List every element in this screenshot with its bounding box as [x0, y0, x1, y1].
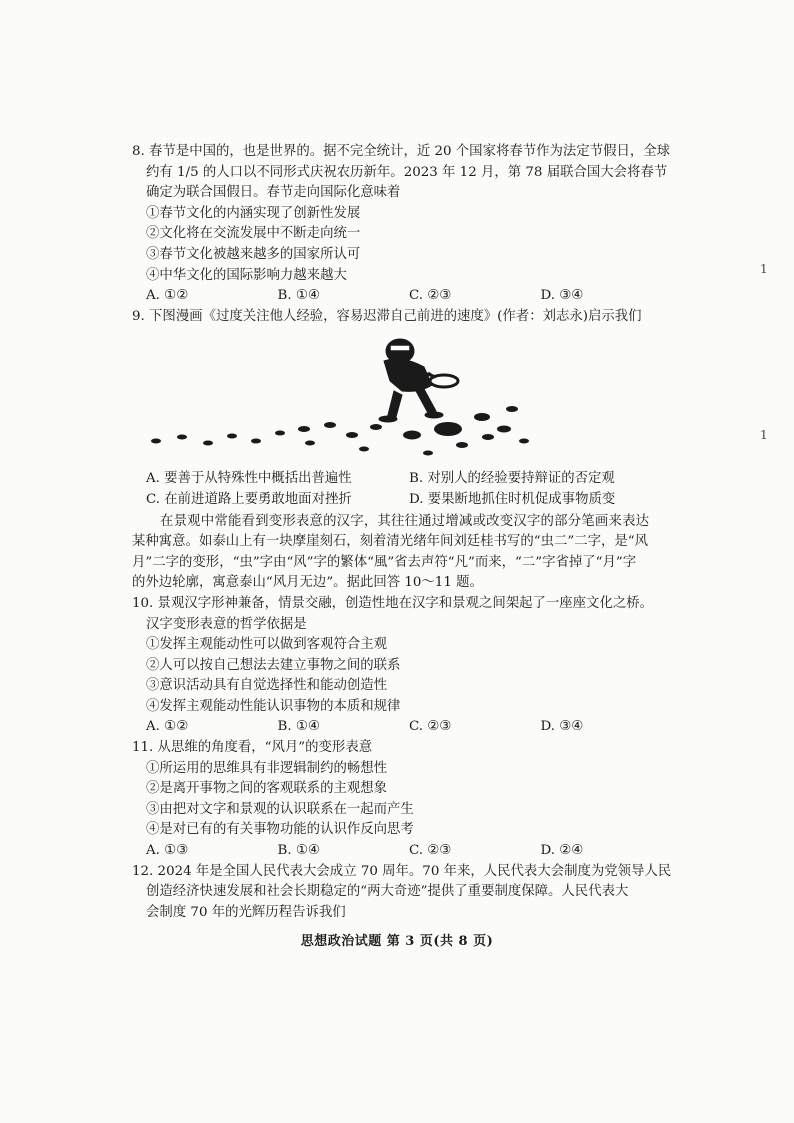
magnifier-icon	[428, 373, 458, 387]
q8-stem-line: 确定为联合国假日。春节走向国际化意味着	[146, 185, 401, 201]
question-11	[132, 738, 672, 862]
page-content	[132, 142, 672, 923]
q10-choice-a: A. ①②	[146, 719, 189, 735]
q8-choice-c: C. ②③	[409, 288, 452, 304]
q10-choices	[132, 717, 672, 738]
q11-choice-c: C. ②③	[409, 843, 452, 859]
cartoon-illustration	[132, 333, 672, 463]
man-figure	[379, 339, 443, 422]
q11-choice-d: D. ②④	[540, 843, 584, 859]
q12-stem-line: 创造经济快速发展和社会长期稳定的“两大奇迹”提供了重要制度保障。人民代表大	[146, 884, 629, 900]
q8-item: ④中华文化的国际影响力越来越大	[146, 267, 347, 283]
footprints	[151, 406, 529, 456]
q8-choice-b: B. ①④	[277, 288, 320, 304]
q10-stem-line: 汉字变形表意的哲学依据是	[146, 616, 307, 632]
q9-choices-row1	[132, 469, 672, 490]
q11-choices	[132, 841, 672, 862]
question-8	[132, 142, 672, 307]
q10-choice-c: C. ②③	[409, 719, 452, 735]
q8-item: ①春节文化的内涵实现了创新性发展	[146, 205, 361, 221]
q8-item: ③春节文化被越来越多的国家所认可	[146, 246, 361, 262]
q10-item: ④发挥主观能动性能认识事物的本质和规律	[146, 698, 401, 714]
q11-item: ③由把对文字和景观的认识联系在一起而产生	[146, 801, 414, 817]
q10-item: ②人可以按自己想法去建立事物之间的联系	[146, 657, 401, 673]
question-12	[132, 862, 672, 924]
cartoon-image	[132, 333, 672, 463]
q11-item: ④是对已有的有关事物功能的认识作反向思考	[146, 822, 414, 838]
q9-choice-a: A. 要善于从特殊性中概括出普遍性	[146, 471, 352, 487]
q11-item: ①所运用的思维具有非逻辑制约的畅想性	[146, 760, 388, 776]
q11-item: ②是离开事物之间的客观联系的主观想象	[146, 781, 388, 797]
q9-choice-c: C. 在前进道路上要勇敢地面对挫折	[146, 491, 352, 507]
question-10	[132, 594, 672, 738]
q11-choice-b: B. ①④	[277, 843, 320, 859]
q12-stem-line: 会制度 70 年的光辉历程告诉我们	[146, 904, 346, 920]
q10-item: ③意识活动具有自觉选择性和能动创造性	[146, 678, 388, 694]
q11-choice-a: A. ①③	[146, 843, 189, 859]
q10-stem-line: 10. 景观汉字形神兼备，情景交融，创造性地在汉字和景观之间架起了一座座文化之桥。	[132, 595, 654, 611]
q9-choice-b: B. 对别人的经验要持辩证的否定观	[409, 471, 615, 487]
q10-choice-b: B. ①④	[277, 719, 320, 735]
q8-choices	[132, 286, 672, 307]
passage-line: 在景观中常能看到变形表意的汉字，其往往通过增减或改变汉字的部分笔画来表达	[160, 513, 650, 529]
q9-stem: 9. 下图漫画《过度关注他人经验，容易迟滞自己前进的速度》(作者：刘志永)启示我们	[132, 308, 642, 324]
q8-stem-line: 8. 春节是中国的，也是世界的。据不完全统计，近 20 个国家将春节作为法定节假日，全球	[132, 144, 671, 159]
q9-choices-row2	[132, 490, 672, 511]
page-footer: 思想政治试题 第 3 页(共 8 页)	[300, 934, 494, 949]
edge-mark: 1	[760, 428, 768, 442]
passage-line: 月”二字的变形，“虫”字由“风”字的繁体“風”省去声符“凡”而来，“二”字省掉了“月”字	[132, 554, 637, 570]
q10-choice-d: D. ③④	[540, 719, 584, 735]
q8-stem-line: 约有 1/5 的人口以不同形式庆祝农历新年。2023 年 12 月，第 78 届联合国大会将春节	[146, 164, 668, 180]
q8-item: ②文化将在交流发展中不断走向统一	[146, 226, 361, 242]
q9-choice-d: D. 要果断地抓住时机促成事物质变	[409, 491, 616, 507]
q11-stem: 11. 从思维的角度看，“风月”的变形表意	[132, 740, 373, 756]
passage-line: 某种寓意。如泰山上有一块摩崖刻石，刻着清光绪年间刘廷桂书写的“虫二”二字，是“风	[132, 534, 648, 550]
q8-choice-d: D. ③④	[540, 288, 584, 304]
q12-stem-line: 12. 2024 年是全国人民代表大会成立 70 周年。70 年来，人民代表大会制度为党领导人民	[132, 863, 672, 879]
reading-passage	[132, 512, 672, 594]
q8-choice-a: A. ①②	[146, 288, 189, 304]
question-9	[132, 307, 672, 511]
edge-mark: 1	[760, 262, 768, 276]
q10-item: ①发挥主观能动性可以做到客观符合主观	[146, 637, 388, 653]
passage-line: 的外边轮廓，寓意泰山“风月无边”。据此回答 10～11 题。	[132, 575, 483, 591]
